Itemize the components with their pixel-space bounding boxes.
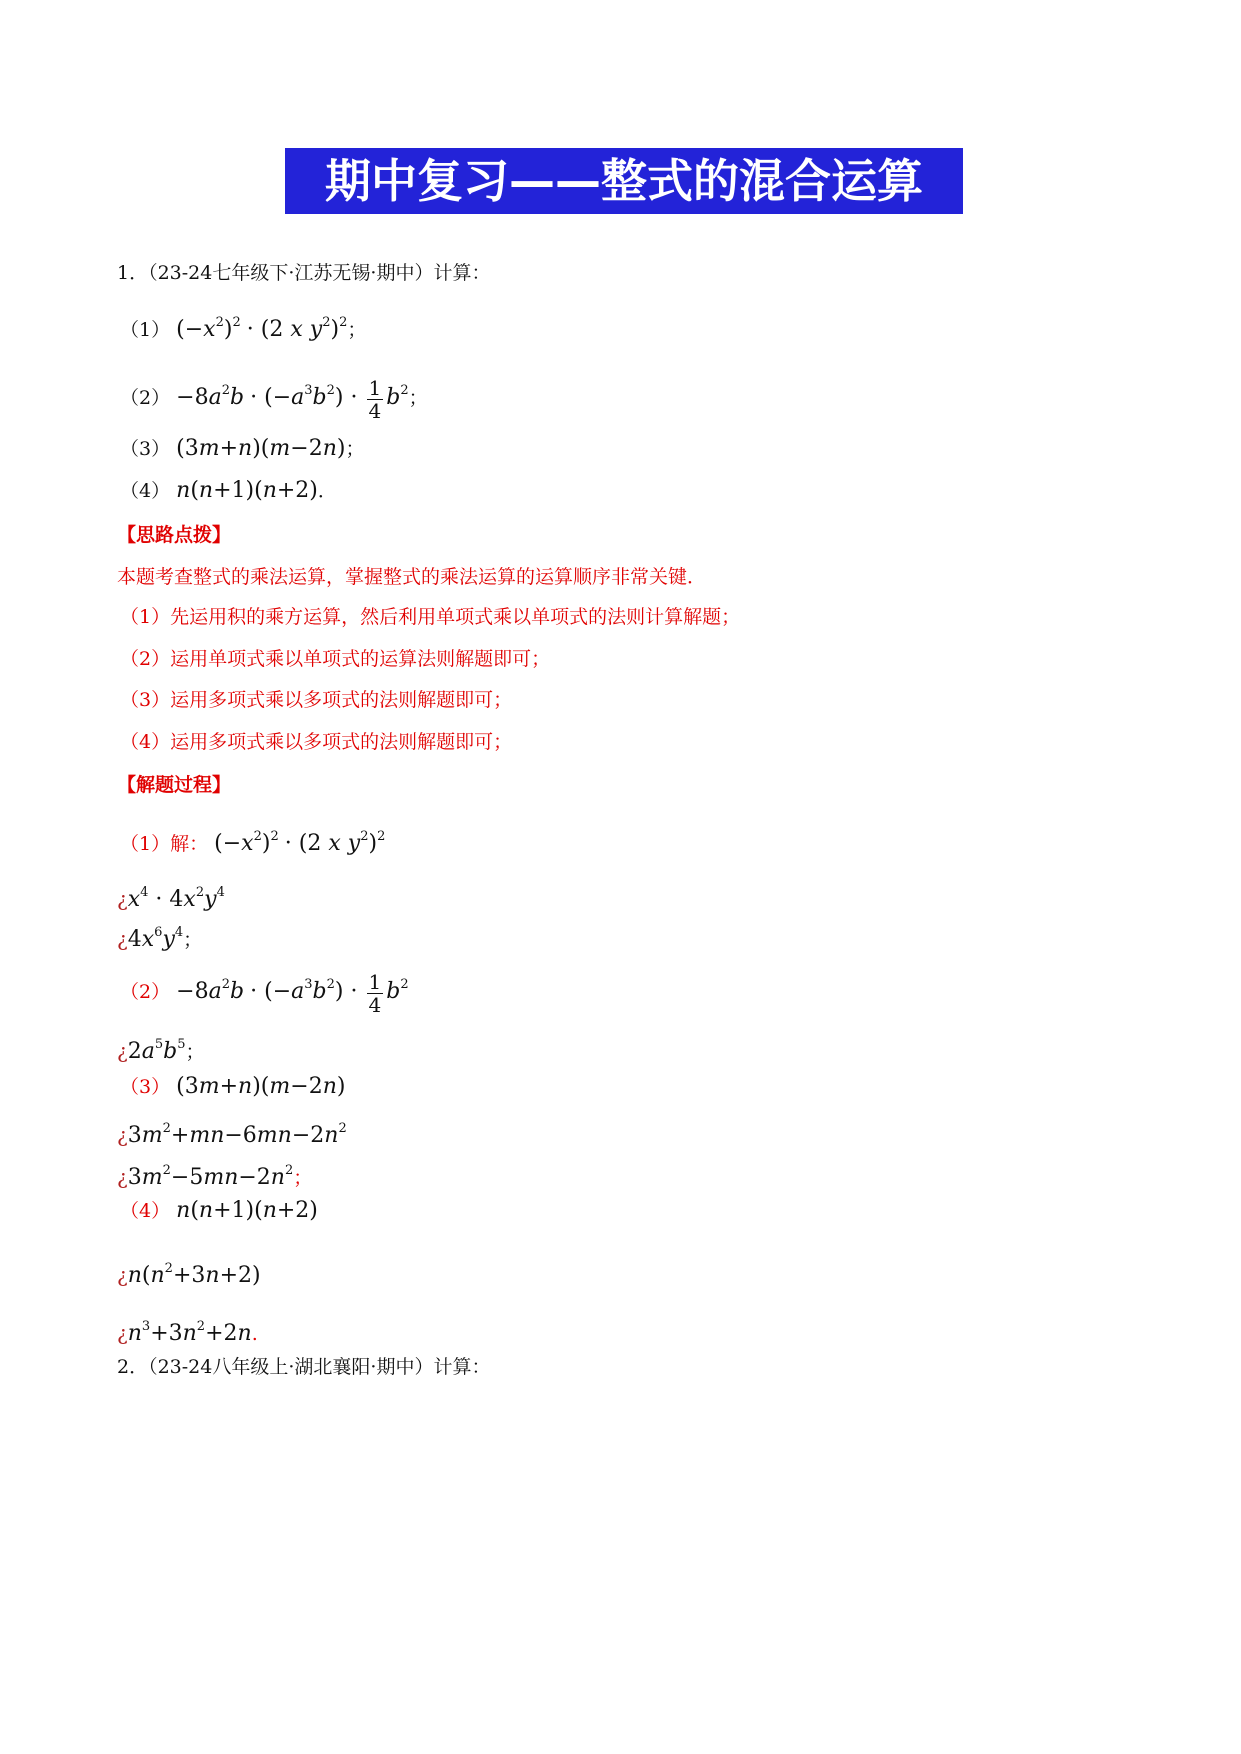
question-1-part-2: $(2) -8a^2b \cdot (-a^3b^2)$ · $\frac{1}{4}$ $b^2$； xyxy=(120,375,428,423)
solution-heading: 【解题过程】 xyxy=(117,774,232,796)
solution-1-start: （1）解： $(-x^2)^2 \cdot (2$ x $y^2)^2$ xyxy=(120,829,386,856)
solution-2-step-1: ¿$2a^5b^5$； xyxy=(117,1037,205,1064)
page-title: 期中复习——整式的混合运算 xyxy=(285,148,963,214)
solution-3-start: （3） (3m+n)(m−2n) xyxy=(120,1074,346,1099)
solution-4-start: （4） n(n+1)(n+2) xyxy=(120,1198,318,1223)
solution-4-step-1: ¿$n(n^2+3n+2)$ xyxy=(117,1261,261,1288)
question-2-header: 2．（23-24八年级上·湖北襄阳·期中）计算： xyxy=(117,1356,491,1378)
question-1-part-1: （1） $(-x^2)^2 \cdot (2$ x $y^2)^2$； xyxy=(120,315,367,342)
hint-item-4: （4）运用多项式乘以多项式的法则解题即可； xyxy=(120,731,513,753)
question-1-part-4: （4） n(n+1)(n+2)． xyxy=(120,478,337,503)
solution-3-step-2: ¿$3m^2-5mn-2n^2$； xyxy=(117,1163,313,1190)
question-1-part-3: （3） (3m+n)(m−2n)； xyxy=(120,436,365,461)
solution-3-step-1: ¿$3m^2+mn-6mn-2n^2$ xyxy=(117,1121,347,1148)
solution-1-step-1: ¿$x^4 \cdot 4x^2y^4$ xyxy=(117,885,225,912)
question-1-header: 1．（23-24七年级下·江苏无锡·期中）计算： xyxy=(117,262,491,284)
solution-4-step-2: ¿$n^3+3n^2+2n$. xyxy=(117,1319,258,1346)
fraction-one-quarter: $\frac{1}{4}$ xyxy=(368,375,382,423)
hint-item-2: （2）运用单项式乘以单项式的运算法则解题即可； xyxy=(120,648,551,670)
hint-intro: 本题考查整式的乘法运算，掌握整式的乘法运算的运算顺序非常关键． xyxy=(117,566,707,588)
hint-item-3: （3）运用多项式乘以多项式的法则解题即可； xyxy=(120,689,513,711)
hint-item-1: （1）先运用积的乘方运算，然后利用单项式乘以单项式的法则计算解题； xyxy=(120,606,741,628)
solution-1-step-2: ¿$4x^6y^4$； xyxy=(117,925,203,952)
hint-heading: 【思路点拨】 xyxy=(117,524,232,546)
solution-2-start: $(2) -8a^2b \cdot (-a^3b^2)$ · $\frac{1}{4}$ $b^2$ xyxy=(120,969,409,1017)
fraction-one-quarter-solution: $\frac{1}{4}$ xyxy=(368,969,382,1017)
